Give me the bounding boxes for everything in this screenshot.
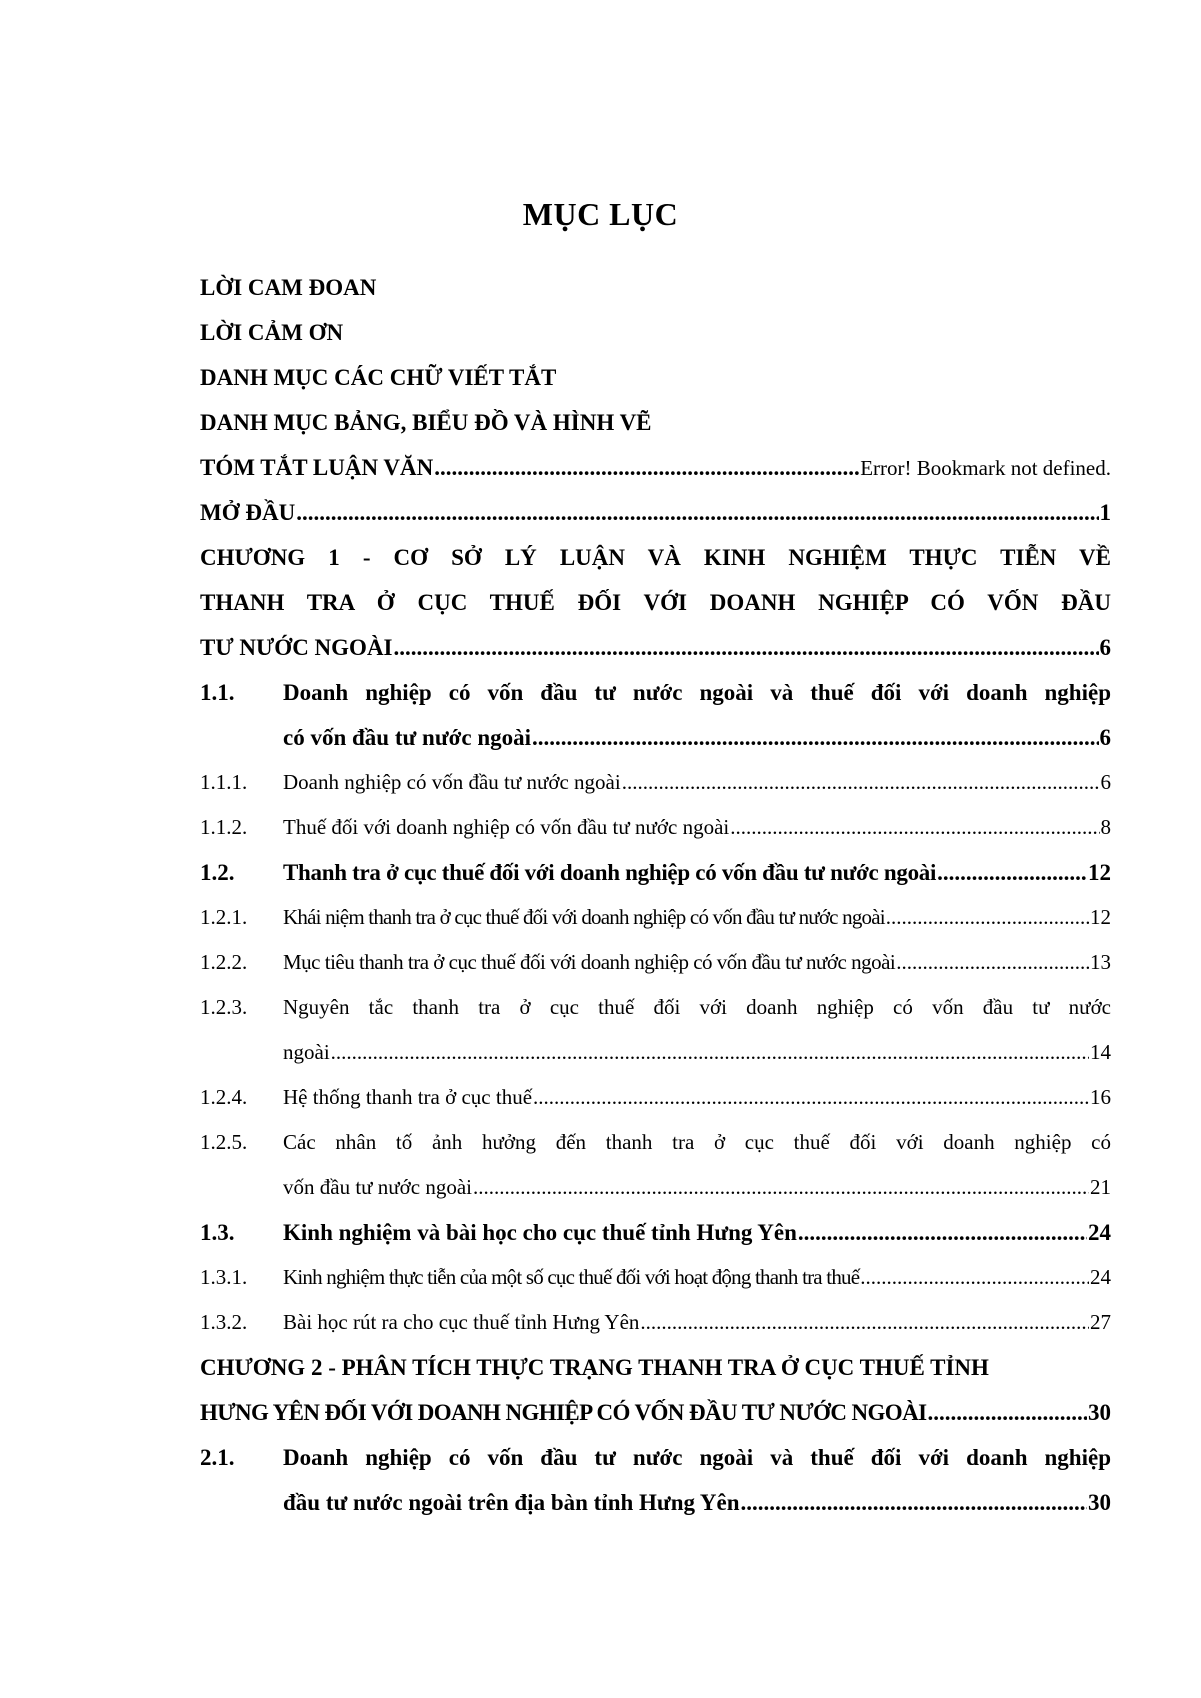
toc-section-number: 1.3.1. bbox=[200, 1265, 248, 1289]
toc-section-number: 1.2. bbox=[200, 860, 235, 885]
toc-entry-intro[interactable] bbox=[200, 490, 1111, 535]
toc-section-number: 1.3.2. bbox=[200, 1310, 248, 1334]
toc-section-number: 1.3. bbox=[200, 1220, 235, 1245]
toc-entry-chapter-1[interactable] bbox=[200, 535, 1111, 580]
dot-leader bbox=[927, 1390, 1087, 1435]
toc-entry-text: Khái niệm thanh tra ở cục thuế đối với doanh nghiệp có vốn đầu tư nước ngoài bbox=[283, 905, 885, 929]
toc-entry-summary[interactable] bbox=[200, 445, 1111, 490]
dot-leader bbox=[331, 1030, 1089, 1075]
toc-entry-text: CHƯƠNG 1 - CƠ SỞ LÝ LUẬN VÀ KINH NGHIỆM THỰC TIỄN VỀ bbox=[200, 545, 1111, 570]
toc-entry-chapter-2-cont[interactable] bbox=[200, 1390, 1111, 1435]
toc-entry-1-2[interactable] bbox=[200, 850, 1111, 895]
dot-leader bbox=[434, 445, 859, 490]
toc-entry-commitment[interactable] bbox=[200, 265, 1111, 310]
toc-entry-text: TƯ NƯỚC NGOÀI bbox=[200, 635, 393, 660]
toc-entry-1-3-1[interactable] bbox=[200, 1255, 1111, 1300]
toc-page-number: 1 bbox=[1099, 500, 1111, 525]
toc-section-number: 1.2.5. bbox=[200, 1130, 248, 1154]
toc-page-number: 13 bbox=[1090, 950, 1111, 974]
toc-page-number: 24 bbox=[1088, 1220, 1111, 1245]
toc-entry-text: Thuế đối với doanh nghiệp có vốn đầu tư nước ngoài bbox=[283, 815, 730, 839]
toc-entry-tables-figures[interactable] bbox=[200, 400, 1111, 445]
toc-entry-text: DANH MỤC CÁC CHỮ VIẾT TẮT bbox=[200, 365, 557, 390]
toc-entry-1-1-2[interactable] bbox=[200, 805, 1111, 850]
toc-entry-text: ngoài bbox=[283, 1040, 330, 1064]
toc-entry-text: vốn đầu tư nước ngoài bbox=[283, 1175, 472, 1199]
toc-entry-text: CHƯƠNG 2 - PHÂN TÍCH THỰC TRẠNG THANH TRA Ở CỤC THUẾ TỈNH bbox=[200, 1355, 989, 1380]
toc-entry-1-2-4[interactable] bbox=[200, 1075, 1111, 1120]
dot-leader bbox=[886, 895, 1089, 940]
toc-section-number: 1.2.3. bbox=[200, 995, 248, 1019]
toc-section-number: 1.2.4. bbox=[200, 1085, 248, 1109]
toc-entry-2-1-cont[interactable] bbox=[200, 1480, 1111, 1525]
toc-entry-text: LỜI CẢM ƠN bbox=[200, 320, 344, 345]
toc-entry-text: Bài học rút ra cho cục thuế tỉnh Hưng Yên bbox=[283, 1310, 640, 1334]
toc-entry-text: Hệ thống thanh tra ở cục thuế bbox=[283, 1085, 533, 1109]
toc-section-number: 1.2.2. bbox=[200, 950, 248, 974]
toc-section-number: 1.2.1. bbox=[200, 905, 248, 929]
dot-leader bbox=[473, 1165, 1089, 1210]
toc-entry-1-2-1[interactable] bbox=[200, 895, 1111, 940]
toc-entry-text: Thanh tra ở cục thuế đối với doanh nghiệp có vốn đầu tư nước ngoài bbox=[283, 860, 937, 885]
page-title: MỤC LỤC bbox=[522, 196, 679, 232]
toc-entry-text: Kinh nghiệm thực tiễn của một số cục thuế đối với hoạt động thanh tra thuế bbox=[283, 1265, 860, 1289]
toc-entry-text: Mục tiêu thanh tra ở cục thuế đối với doanh nghiệp có vốn đầu tư nước ngoài bbox=[283, 950, 896, 974]
toc-page-number: 24 bbox=[1090, 1265, 1111, 1289]
toc-page-number: 21 bbox=[1090, 1175, 1111, 1199]
dot-leader bbox=[532, 715, 1098, 760]
toc-entry-text: TÓM TẮT LUẬN VĂN bbox=[200, 455, 434, 480]
toc-entry-text: Nguyên tắc thanh tra ở cục thuế đối với doanh nghiệp có vốn đầu tư nước bbox=[283, 995, 1111, 1019]
toc-page-number: 30 bbox=[1088, 1490, 1111, 1515]
toc-entry-1-1-1[interactable] bbox=[200, 760, 1111, 805]
toc-entry-text: Doanh nghiệp có vốn đầu tư nước ngoài bbox=[283, 770, 621, 794]
dot-leader bbox=[860, 1255, 1089, 1300]
toc-entry-1-3[interactable] bbox=[200, 1210, 1111, 1255]
toc-page-number: 12 bbox=[1090, 905, 1111, 929]
toc-page-number: 8 bbox=[1100, 815, 1111, 839]
toc-entry-1-2-3[interactable] bbox=[200, 985, 1111, 1030]
toc-entry-text: LỜI CAM ĐOAN bbox=[200, 275, 377, 300]
toc-section-number: 1.1.2. bbox=[200, 815, 248, 839]
dot-leader bbox=[394, 625, 1099, 670]
toc-entry-text: HƯNG YÊN ĐỐI VỚI DOANH NGHIỆP CÓ VỐN ĐẦU TƯ NƯỚC NGOÀI bbox=[200, 1400, 927, 1425]
toc-section-number: 1.1.1. bbox=[200, 770, 248, 794]
toc-entry-chapter-2[interactable] bbox=[200, 1345, 1111, 1390]
toc-page-number: 6 bbox=[1099, 725, 1111, 750]
toc-entry-2-1[interactable] bbox=[200, 1435, 1111, 1480]
toc-entry-text: Doanh nghiệp có vốn đầu tư nước ngoài và thuế đối với doanh nghiệp bbox=[283, 680, 1111, 705]
toc-entry-abbreviations[interactable] bbox=[200, 355, 1111, 400]
toc-entry-1-1-cont[interactable] bbox=[200, 715, 1111, 760]
dot-leader bbox=[533, 1075, 1089, 1120]
toc-page-number: Error! Bookmark not defined. bbox=[860, 456, 1111, 480]
toc-entry-thanks[interactable] bbox=[200, 310, 1111, 355]
toc-page-number: 12 bbox=[1088, 860, 1111, 885]
toc-entry-text: Các nhân tố ảnh hưởng đến thanh tra ở cục thuế đối với doanh nghiệp có bbox=[283, 1130, 1111, 1154]
toc-entry-1-1[interactable] bbox=[200, 670, 1111, 715]
toc-page-number: 14 bbox=[1090, 1040, 1111, 1064]
toc-entry-text: Doanh nghiệp có vốn đầu tư nước ngoài và thuế đối với doanh nghiệp bbox=[283, 1445, 1111, 1470]
dot-leader bbox=[622, 760, 1100, 805]
dot-leader bbox=[730, 805, 1099, 850]
dot-leader bbox=[296, 490, 1098, 535]
toc-entry-chapter-1-cont[interactable] bbox=[200, 580, 1111, 625]
toc-entry-1-2-3-cont[interactable] bbox=[200, 1030, 1111, 1075]
toc-entry-1-2-5-cont[interactable] bbox=[200, 1165, 1111, 1210]
toc-page-number: 27 bbox=[1090, 1310, 1111, 1334]
toc-section-number: 1.1. bbox=[200, 680, 235, 705]
toc-entry-1-2-5[interactable] bbox=[200, 1120, 1111, 1165]
toc-entry-text: THANH TRA Ở CỤC THUẾ ĐỐI VỚI DOANH NGHIỆP CÓ VỐN ĐẦU bbox=[200, 590, 1111, 615]
toc-section-number: 2.1. bbox=[200, 1445, 235, 1470]
toc-entry-1-2-2[interactable] bbox=[200, 940, 1111, 985]
dot-leader bbox=[937, 850, 1087, 895]
toc-entry-text: MỞ ĐẦU bbox=[200, 500, 296, 525]
toc-entry-text: DANH MỤC BẢNG, BIỂU ĐỒ VÀ HÌNH VẼ bbox=[200, 410, 652, 435]
table-of-contents bbox=[200, 265, 1111, 1525]
toc-page-number: 16 bbox=[1090, 1085, 1111, 1109]
toc-page-number: 6 bbox=[1100, 770, 1111, 794]
toc-page-number: 6 bbox=[1099, 635, 1111, 660]
toc-entry-text: Kinh nghiệm và bài học cho cục thuế tỉnh Hưng Yên bbox=[283, 1220, 797, 1245]
toc-entry-1-3-2[interactable] bbox=[200, 1300, 1111, 1345]
toc-entry-chapter-1-end[interactable] bbox=[200, 625, 1111, 670]
dot-leader bbox=[896, 940, 1089, 985]
toc-page-number: 30 bbox=[1088, 1400, 1111, 1425]
dot-leader bbox=[640, 1300, 1089, 1345]
dot-leader bbox=[798, 1210, 1087, 1255]
toc-entry-text: đầu tư nước ngoài trên địa bàn tỉnh Hưng Yên bbox=[283, 1490, 740, 1515]
toc-entry-text: có vốn đầu tư nước ngoài bbox=[283, 725, 532, 750]
dot-leader bbox=[741, 1480, 1087, 1525]
